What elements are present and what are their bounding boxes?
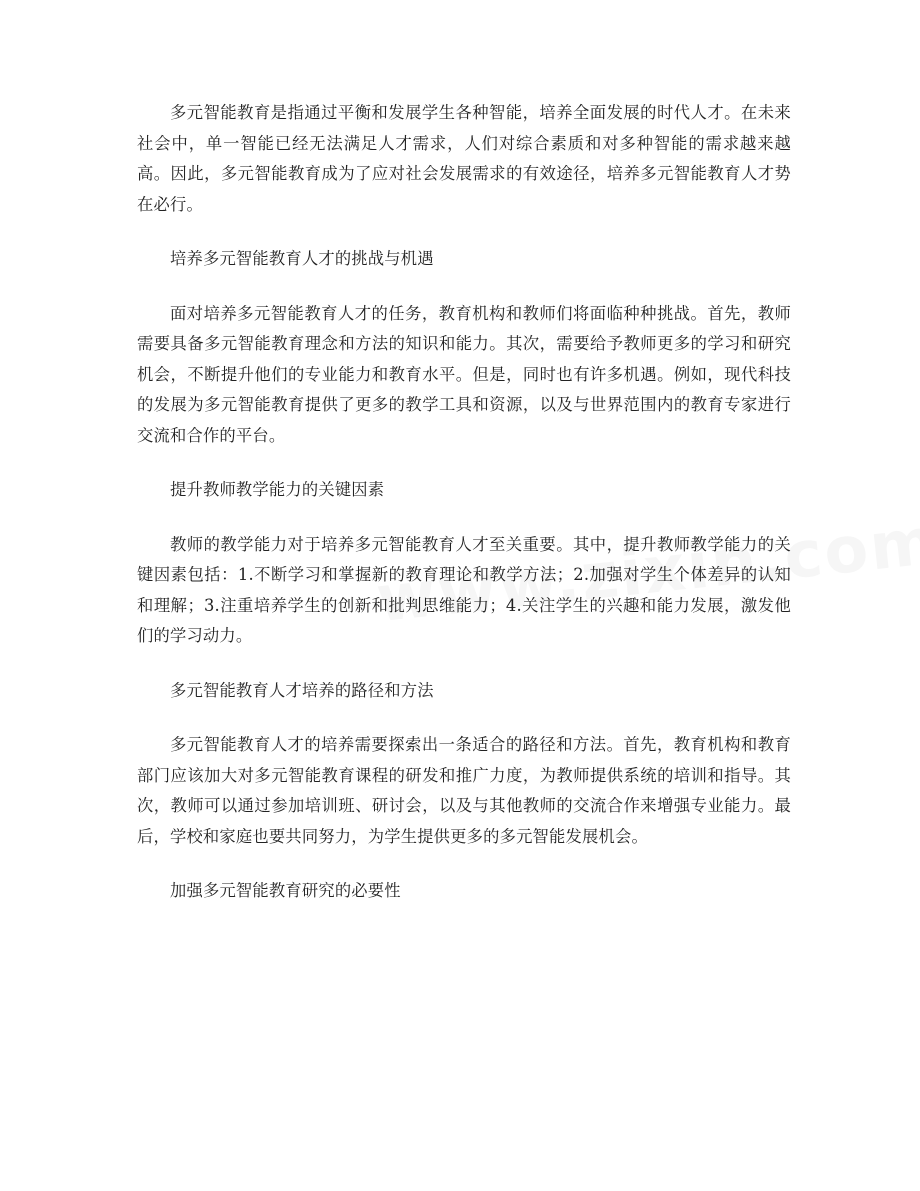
paragraph-key-factors: 教师的教学能力对于培养多元智能教育人才至关重要。其中，提升教师教学能力的关键因素包括：1.不断学习和掌握新的教育理论和教学方法；2.加强对学生个体差异的认知和理解；3.注重培养学生的创新和批判思维能力；4.关注学生的兴趣和能力发展，激发他们的学习动力。 bbox=[137, 534, 791, 645]
paragraph-intro: 多元智能教育是指通过平衡和发展学生各种智能，培养全面发展的时代人才。在未来社会中，单一智能已经无法满足人才需求，人们对综合素质和对多种智能的需求越来越高。因此，多元智能教育成为了应对社会发展需求的有效途径，培养多元智能教育人才势在必行。 bbox=[137, 103, 791, 214]
section-heading-key-factors: 提升教师教学能力的关键因素 bbox=[170, 480, 385, 499]
document-body bbox=[137, 98, 791, 931]
paragraph-challenges: 面对培养多元智能教育人才的任务，教育机构和教师们将面临种种挑战。首先，教师需要具备多元智能教育理念和方法的知识和能力。其次，需要给予教师更多的学习和研究机会，不断提升他们的专业能力和教育水平。但是，同时也有许多机遇。例如，现代科技的发展为多元智能教育提供了更多的教学工具和资源，以及与世界范围内的教育专家进行交流和合作的平台。 bbox=[137, 303, 791, 445]
section-heading-research: 加强多元智能教育研究的必要性 bbox=[170, 881, 401, 900]
paragraph-paths: 多元智能教育人才的培养需要探索出一条适合的路径和方法。首先，教育机构和教育部门应该加大对多元智能教育课程的研发和推广力度，为教师提供系统的培训和指导。其次，教师可以通过参加培训班、研讨会，以及与其他教师的交流合作来增强专业能力。最后，学校和家庭也要共同努力，为学生提供更多的多元智能发展机会。 bbox=[137, 735, 791, 846]
section-heading-challenges: 培养多元智能教育人才的挑战与机遇 bbox=[170, 249, 434, 268]
section-heading-paths: 多元智能教育人才培养的路径和方法 bbox=[170, 680, 434, 700]
